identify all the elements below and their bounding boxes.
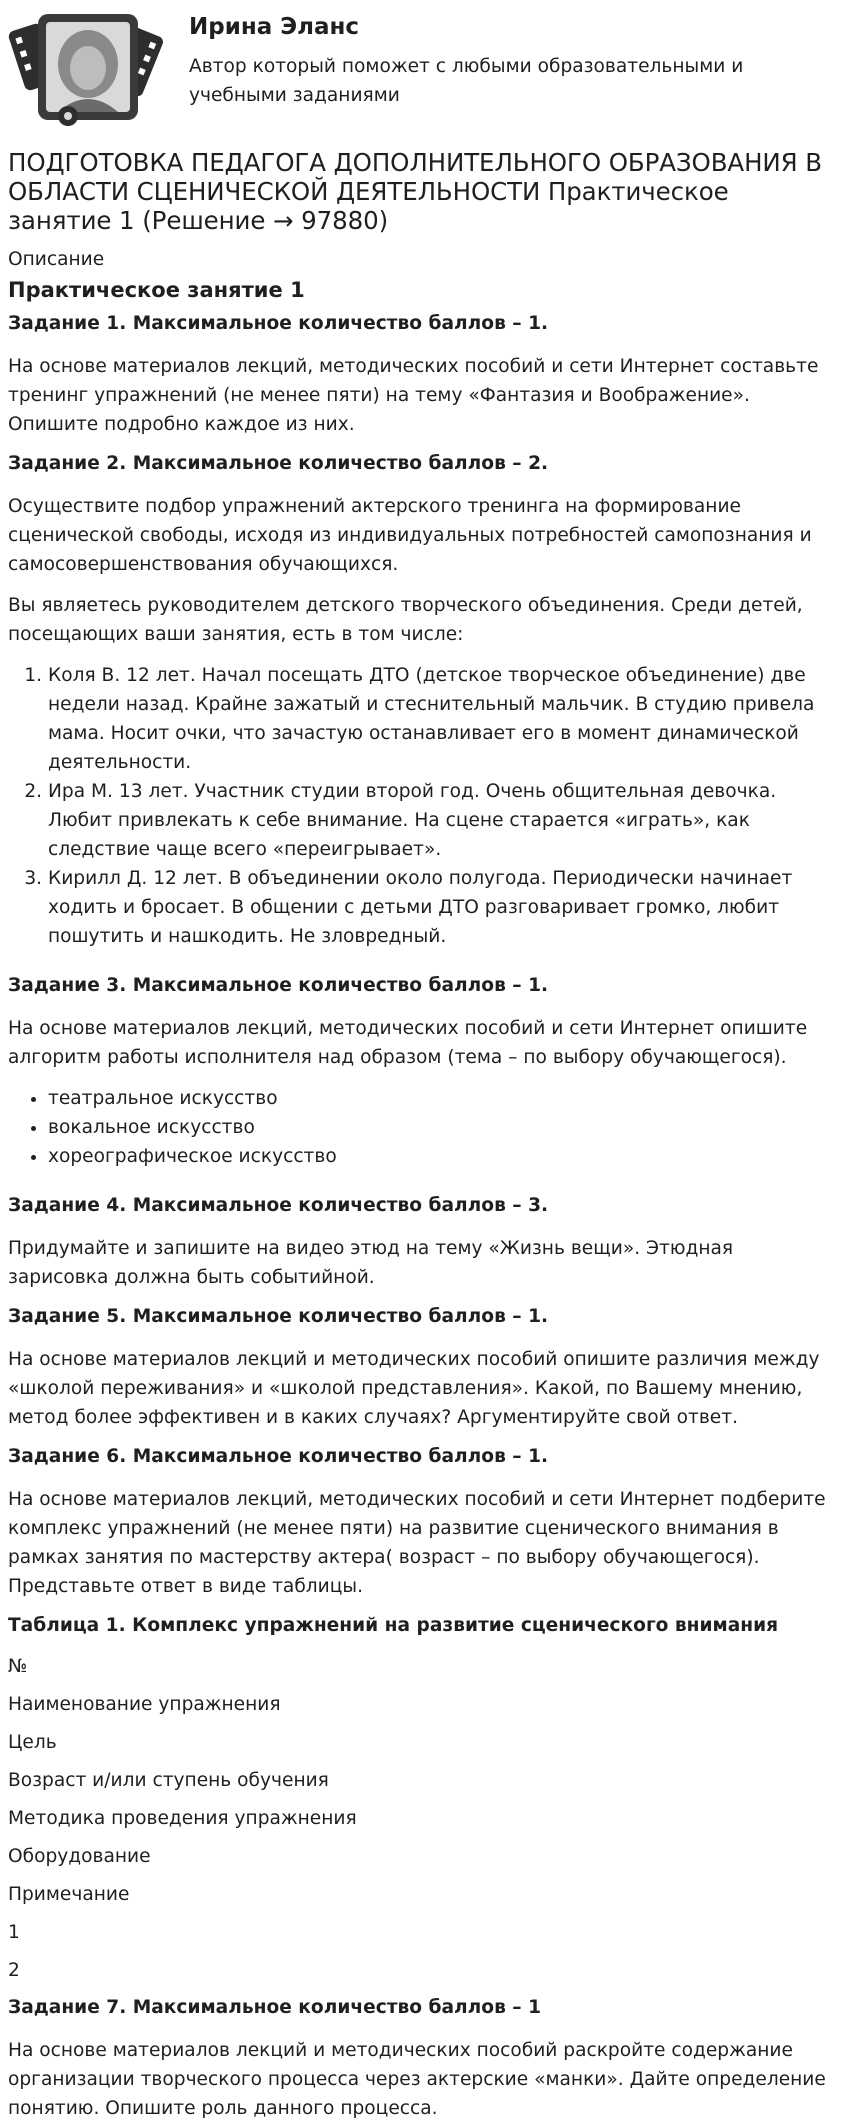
section-title: Практическое занятие 1: [8, 278, 305, 302]
table-cell: 2: [8, 1960, 20, 1981]
list-item: 1. Коля В. 12 лет. Начал посещать ДТО (детское творческое объединение) две недели назад. Крайне зажатый и стеснительный мальчик. В студию привела мама. Носит очки, что зачастую останавливает его в момент динамической деятельности.: [48, 661, 839, 777]
task-text: На основе материалов лекций, методических пособий и сети Интернет подберите комплекс упражнений (не менее пяти) на развитие сценического внимания в рамках занятия по мастерству актера( возраст – по выбору обучающегося). Представьте ответ в виде таблицы.: [8, 1489, 826, 1597]
task-text: На основе материалов лекций и методических пособий опишите различия между «школой переживания» и «школой представления». Какой, по Вашему мнению, метод более эффективен и в каких случаях? Аргументируйте свой ответ.: [8, 1349, 820, 1428]
table-cell: Методика проведения упражнения: [8, 1808, 357, 1829]
page-title: ПОДГОТОВКА ПЕДАГОГА ДОПОЛНИТЕЛЬНОГО ОБРАЗОВАНИЯ В ОБЛАСТИ СЦЕНИЧЕСКОЙ ДЕЯТЕЛЬНОСТИ Практическое занятие 1 (Решение → 97880): [8, 148, 822, 235]
author-card: [8, 0, 839, 136]
list-item: • хореографическое искусство: [48, 1142, 839, 1171]
task-heading: Задание 2. Максимальное количество баллов – 2.: [8, 453, 549, 474]
author-portrait-photo-icon: [8, 6, 168, 128]
author-description: Автор который поможет с любыми образовательными и учебными заданиями: [189, 56, 744, 106]
task-heading: Задание 7. Максимальное количество баллов – 1: [8, 1997, 542, 2018]
table-cell: 1: [8, 1922, 20, 1943]
students-list: [8, 661, 839, 951]
table-cell: Возраст и/или ступень обучения: [8, 1770, 329, 1791]
author-name[interactable]: Ирина Эланс: [189, 14, 360, 40]
task-text: Вы являетесь руководителем детского творческого объединения. Среди детей, посещающих ваши занятия, есть в том числе:: [8, 595, 803, 645]
table-cell: Цель: [8, 1732, 57, 1753]
table-cell: Наименование упражнения: [8, 1694, 281, 1715]
list-item: 2. Ира М. 13 лет. Участник студии второй год. Очень общительная девочка. Любит привлекать к себе внимание. На сцене старается «играть», как следствие чаще всего «переигрывает».: [48, 777, 839, 864]
task-text: На основе материалов лекций и методических пособий раскройте содержание организации творческого процесса через актерские «манки». Дайте определение понятию. Опишите роль данного процесса.: [8, 2040, 826, 2119]
task-text: На основе материалов лекций, методических пособий и сети Интернет составьте тренинг упражнений (не менее пяти) на тему «Фантазия и Воображение». Опишите подробно каждое из них.: [8, 356, 819, 435]
task-heading: Задание 4. Максимальное количество баллов – 3.: [8, 1195, 549, 1216]
table-cell: Примечание: [8, 1884, 130, 1905]
author-avatar[interactable]: [8, 6, 168, 128]
task-heading: Задание 1. Максимальное количество баллов – 1.: [8, 313, 549, 334]
task-text: Осуществите подбор упражнений актерского тренинга на формирование сценической свободы, исходя из индивидуальных потребностей самопознания и самосовершенствования обучающихся.: [8, 496, 812, 575]
list-item: 3. Кирилл Д. 12 лет. В объединении около полугода. Периодически начинает ходить и бросает. В общении с детьми ДТО разговаривает громко, любит пошутить и нашкодить. Не зловредный.: [48, 864, 839, 951]
task-text: Придумайте и запишите на видео этюд на тему «Жизнь вещи». Этюдная зарисовка должна быть событийной.: [8, 1238, 734, 1288]
art-forms-list: [8, 1084, 839, 1171]
exercise-table: [8, 1653, 839, 1985]
description-label: Описание: [8, 249, 105, 270]
task-heading: Задание 6. Максимальное количество баллов – 1.: [8, 1446, 549, 1467]
task-heading: Задание 3. Максимальное количество баллов – 1.: [8, 975, 549, 996]
task-heading: Задание 5. Максимальное количество баллов – 1.: [8, 1306, 549, 1327]
list-item: • театральное искусство: [48, 1084, 839, 1113]
list-item: • вокальное искусство: [48, 1113, 839, 1142]
table-title: Таблица 1. Комплекс упражнений на развитие сценического внимания: [8, 1615, 779, 1636]
table-cell: №: [8, 1656, 28, 1677]
table-cell: Оборудование: [8, 1846, 151, 1867]
author-info: [189, 6, 789, 110]
task-text: На основе материалов лекций, методических пособий и сети Интернет опишите алгоритм работы исполнителя над образом (тема – по выбору обучающегося).: [8, 1018, 808, 1068]
